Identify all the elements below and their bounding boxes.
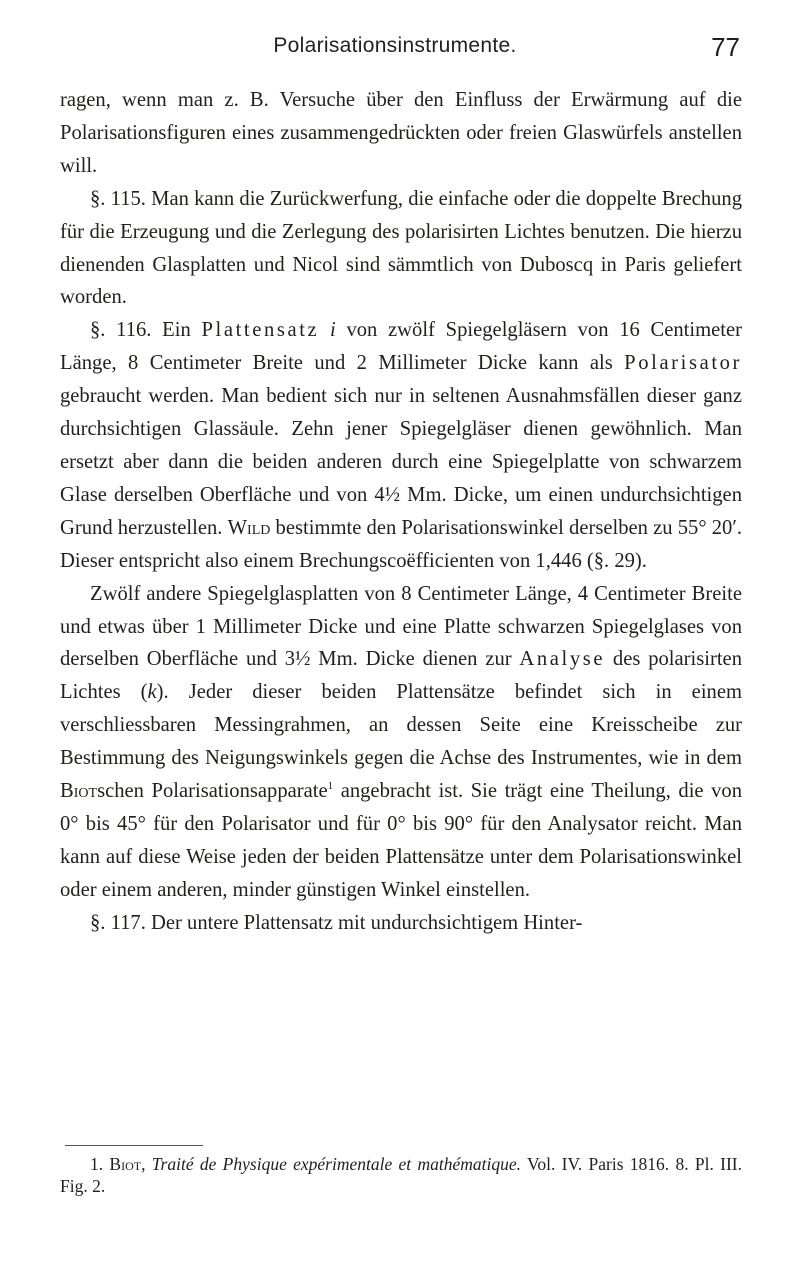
text-span: §. 115. Man kann die Zurückwerfung, die einfache oder die doppelte Brechung für die Erzeugung und die Zerlegung des polarisirten Lichtes benutzen. Die hierzu dienenden Glasplatten und Nicol sind sämmtlich von Duboscq in Paris geliefert worden.	[60, 187, 742, 309]
paragraph-continuation: ragen, wenn man z. B. Versuche über den Einfluss der Erwärmung auf die Polarisationsfiguren eines zusammengedrückten oder freien Glaswürfels anstellen will.	[60, 89, 742, 177]
text-span: Zwölf andere Spiegelglasplatten von 8 Centimeter Länge, 4 Centimeter Breite und etwas über 1 Millimeter Dicke und eine Platte schwarzen Spiegelglases von derselben Oberfläche und 3½ Mm. Dicke dienen zur	[60, 582, 742, 671]
spaced-term-plattensatz: Plattensatz	[201, 319, 320, 342]
italic-letter-i: i	[330, 319, 336, 342]
text-span: schen Polarisationsapparate	[97, 780, 328, 803]
text-span: §. 116. Ein	[90, 319, 202, 342]
author-name-biot: Biot	[60, 780, 98, 803]
footnote-book-title: Traité de Physique expérimentale et mathématique.	[151, 1154, 521, 1174]
text-span: von zwölf Spiegelgläsern von 16 Centimeter Länge, 8 Centimeter Breite und 2 Millimeter Dicke kann als	[60, 319, 742, 375]
page-number: 77	[711, 32, 740, 62]
text-span	[319, 319, 330, 341]
footnote	[60, 1154, 742, 1197]
text-span: bestimmte den Polarisationswinkel derselben zu 55° 20′. Dieser entspricht also einem Brechungscoëfficienten von 1,446 (§. 29).	[60, 516, 742, 572]
footnote-divider	[65, 1145, 203, 1146]
page-header	[50, 32, 740, 72]
footnote-author: Biot	[109, 1154, 142, 1174]
footnote-reference[interactable]: 1	[327, 780, 334, 793]
spaced-term-polarisator: Polarisator	[624, 352, 742, 375]
text-span: angebracht ist. Sie trägt eine Theilung, die von 0° bis 45° für den Polarisator und für 0° bis 90° für den Analysator reicht. Man kann auf diese Weise jeden der beiden Plattensätze unter dem Polarisationswinkel oder einem anderen, minder günstigen Winkel einstellen.	[60, 780, 743, 901]
running-title: Polarisationsinstrumente.	[273, 34, 517, 57]
text-span: ). Jeder dieser beiden Plattensätze befindet sich in einem verschliessbaren Messingrahmen, an dessen Seite eine Kreisscheibe zur Bestimmung des Neigungswinkels gegen die Achse des Instrumentes, wie in dem	[60, 681, 742, 770]
paragraph-116	[60, 314, 742, 577]
text-span: §. 117. Der untere Plattensatz mit undurchsichtigem Hinter-	[90, 911, 583, 934]
text-span: des polarisirten Lichtes (	[60, 648, 742, 704]
footnote-details: Vol. IV. Paris 1816. 8. Pl. III. Fig. 2.	[60, 1154, 742, 1196]
paragraph-analysator	[60, 578, 742, 907]
italic-letter-k: k	[147, 681, 157, 704]
footnote-number: 1.	[90, 1154, 110, 1174]
body-text	[60, 84, 742, 940]
text-span: ,	[141, 1154, 152, 1174]
paragraph-115	[60, 183, 742, 315]
paragraph-117	[60, 907, 742, 940]
text-span: gebraucht werden. Man bedient sich nur in seltenen Ausnahmsfällen dieser ganz durchsichtigen Glassäule. Zehn jener Spiegelgläser dienen gewöhnlich. Man ersetzt aber dann die beiden anderen durch eine Spiegelplatte von schwarzem Glase derselben Oberfläche und von 4½ Mm. Dicke, um einen undurchsichtigen Grund herzustellen.	[60, 385, 742, 539]
author-name-wild: Wild	[227, 516, 271, 539]
spaced-term-analyse: Analyse	[519, 648, 606, 671]
